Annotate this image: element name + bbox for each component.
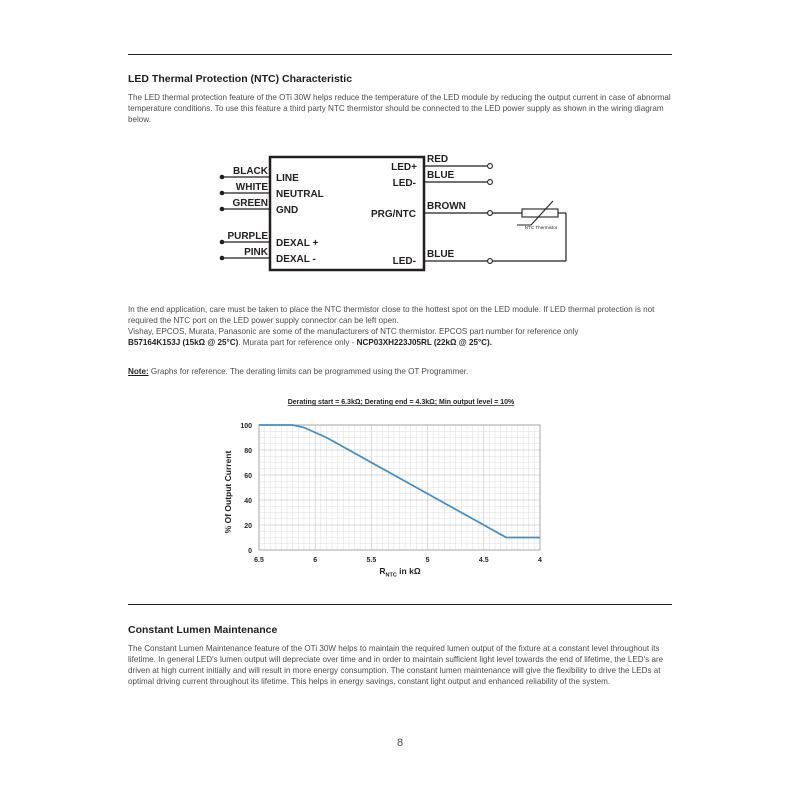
murata-intro: . Murata part for reference only - (238, 338, 357, 347)
x-tick-label: 4 (538, 557, 542, 564)
page-number: 8 (396, 737, 404, 749)
note-text: Graphs for reference. The derating limits can be programmed using the OT Programmer. (148, 367, 469, 376)
wire-label-blue-1: BLUE (427, 170, 455, 181)
note-label: Note: (128, 367, 149, 376)
x-axis-label-main: R (379, 566, 386, 576)
y-tick-labels (240, 423, 252, 555)
x-axis-label (379, 566, 420, 579)
y-tick-label: 100 (240, 423, 252, 430)
x-tick-label: 6.5 (254, 557, 264, 564)
y-tick-label: 20 (244, 523, 252, 530)
terminal-led-minus-1: LED- (392, 178, 416, 189)
wire-label-blue-2: BLUE (427, 249, 455, 260)
wire-label-red: RED (427, 154, 449, 165)
terminal-led-minus-2: LED- (392, 256, 416, 267)
x-tick-label: 4.5 (478, 557, 489, 564)
x-tick-label: 6 (313, 557, 318, 564)
terminal-line: LINE (276, 173, 299, 184)
wire-label-brown: BROWN (427, 201, 466, 212)
ntc-intro-paragraph: The LED thermal protection feature of the OTi 30W helps reduce the temperature of the LED module by reducing the output current in case of abnormal temperature conditions. To use this feature a third party NTC thermistor should be connected to the LED power supply as shown in the wiring diagram below. (128, 93, 671, 124)
y-tick-label: 40 (244, 498, 252, 505)
terminal-dexal-minus: DEXAL - (276, 254, 316, 265)
wire-label-white: WHITE (235, 182, 268, 193)
lumen-paragraph: The Constant Lumen Maintenance feature of the OTi 30W helps to maintain the required lumen output of the fixture at a constant level throughout its lifetime. In general LED's lumen output will depreciate over time and in order to maintain sufficient light level towards the end of lifetime, the LED's are driven at high current initially and will result in more energy consumption. The constant lumen maintenance will give the flexibility to drive the LEDs at optimal driving current throughout its lifetime. This helps in energy savings, constant light output and enhanced reliability of the system. (128, 644, 664, 686)
middle-rule (128, 604, 672, 605)
ntc-thermistor-label: NTC Thermistor (524, 225, 558, 230)
wire-label-purple: PURPLE (227, 231, 268, 242)
wire-label-black: BLACK (233, 166, 268, 177)
y-tick-label: 60 (244, 473, 252, 480)
y-tick-label: 0 (248, 548, 252, 555)
terminal-dexal-plus: DEXAL + (276, 238, 319, 249)
x-axis-label-sub: NTC (385, 572, 397, 579)
murata-part-number: NCP03XH223J05RL (22kΩ @ 25°C). (356, 338, 492, 347)
chart-grid (259, 425, 540, 550)
epcos-part-number: B57164K153J (15kΩ @ 25°C) (128, 338, 239, 347)
wire-label-pink: PINK (244, 247, 268, 258)
terminal-led-plus: LED+ (391, 162, 417, 173)
terminal-neutral: NEUTRAL (276, 189, 324, 200)
wire-label-green: GREEN (232, 198, 268, 209)
application-line-2: Vishay, EPCOS, Murata, Panasonic are some of the manufacturers of NTC thermistor. EPCOS part number for reference only (128, 327, 579, 336)
x-tick-label: 5.5 (366, 557, 377, 564)
lumen-section-title: Constant Lumen Maintenance (128, 624, 278, 636)
x-tick-labels (254, 557, 542, 564)
y-tick-label: 80 (244, 448, 252, 455)
y-axis-label: % Of Output Current (223, 450, 233, 534)
x-tick-label: 5 (425, 557, 430, 564)
terminal-prg-ntc: PRG/NTC (371, 209, 416, 220)
chart-title: Derating start = 6.3kΩ; Derating end = 4.3kΩ; Min output level = 10% (287, 399, 515, 406)
ntc-section-title: LED Thermal Protection (NTC) Characteristic (128, 73, 353, 85)
application-line-1: In the end application, care must be taken to place the NTC thermistor close to the hottest spot on the LED module. If LED thermal protection is not required the NTC port on the LED power supply connector can be left open. (128, 305, 655, 325)
terminal-gnd: GND (276, 205, 299, 216)
x-axis-label-tail: in kΩ (396, 566, 421, 576)
